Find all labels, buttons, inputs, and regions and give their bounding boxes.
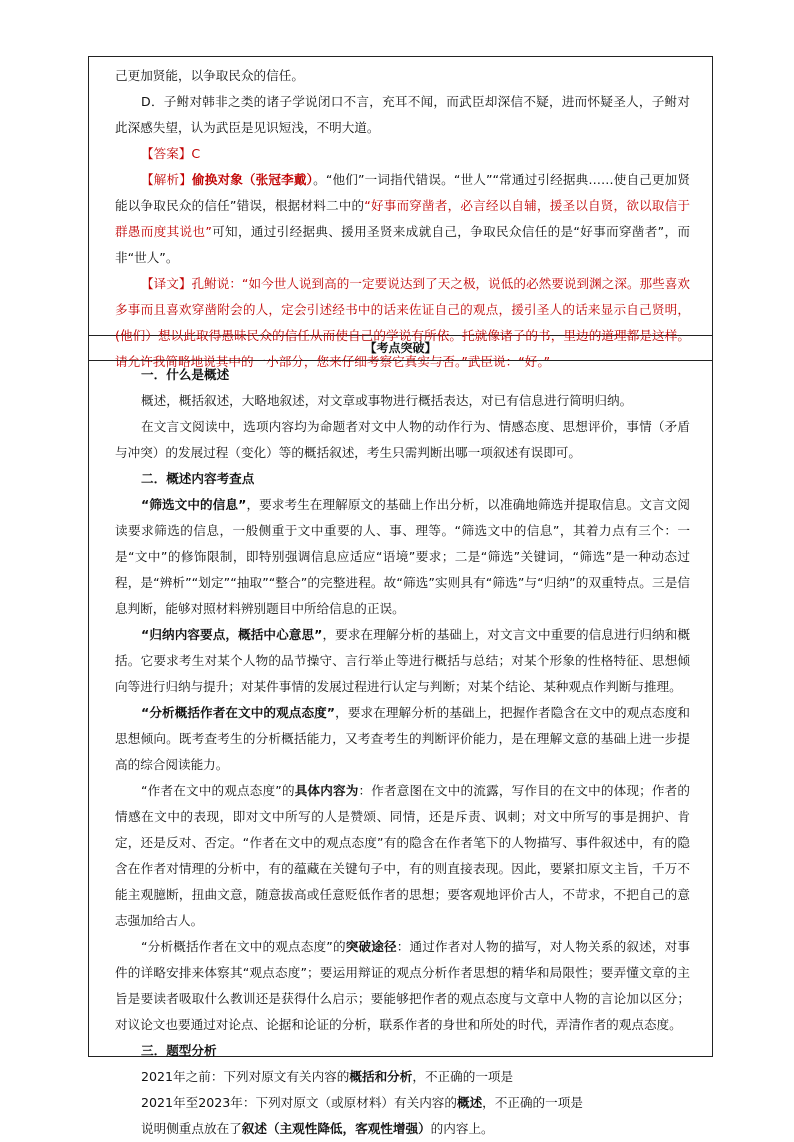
analysis-label: 【解析】 [141,172,192,187]
heading-1: 一．什么是概述 [141,367,230,382]
breakthrough-section [89,361,712,1142]
paragraph-2: 在文言文阅读中，选项内容均为命题者对文中人物的动作行为、情感态度、思想评价，事情（矛盾与冲突）的发展过程（变化）等的概括叙述，考生只需判断出哪一项叙述有误即可。 [115,419,690,460]
heading-2: 二．概述内容考查点 [141,471,255,486]
question-type-note: 说明侧重点放在了叙述（主观性降低，客观性增强）的内容上。 [141,1121,494,1136]
paragraph-5: “分析概括作者在文中的观点态度”，要求在理解分析的基础上，把握作者隐含在文中的观点态度和思想倾向。既考查考生的分析概括能力，又考查考生的判断评价能力，是在理解文意的基础上进一步提高的综合阅读能力。 [115,705,690,772]
analysis-tag: 偷换对象（张冠李戴） [191,172,314,187]
heading-3: 三．题型分析 [141,1043,217,1058]
analysis-paragraph [115,167,690,271]
option-c-continuation: 己更加贤能，以争取民众的信任。 [115,68,304,83]
analysis-text-a: 。“他们”一词指代错误。“世人”“常通过引经据典……使自己更加贤能以争取民众的信任”错误，根据材料二中的 [115,172,690,213]
answer-line: 【答案】C [141,146,201,161]
option-d: D．子鲋对韩非之类的诸子学说闭口不言，充耳不闻，而武臣却深信不疑，进而怀疑圣人，子鲋对此深感失望，认为武臣是见识短浅，不明大道。 [115,94,690,135]
section-header: 【考点突破】 [89,336,712,361]
analysis-text-b: 可知，通过引经据典、援用圣贤来成就自己，争取民众信任的是“好事而穿凿者”，而非“世人”。 [115,224,690,265]
question-type-2: 2021年至2023年：下列对原文（或原材料）有关内容的概述，不正确的一项是 [141,1095,583,1110]
question-type-1: 2021年之前：下列对原文有关内容的概括和分析，不正确的一项是 [141,1069,514,1084]
content-table [88,56,713,1136]
paragraph-4: “归纳内容要点，概括中心意思”，要求在理解分析的基础上，对文言文中重要的信息进行归纳和概括。它要求考生对某个人物的品节操守、言行举止等进行概括与总结；对某个形象的性格特征、思想倾向等进行归纳与提升；对某件事情的发展过程进行认定与判断；对某个结论、某种观点作判断与推理。 [115,627,691,694]
translation-text: 孔鲋说：“如今世人说到高的一定要说达到了天之极，说低的必然要说到渊之深。那些喜欢多事而且喜欢穿凿附会的人，定会引述经书中的话来佐证自己的观点，援引圣人的话来显示自己贤明，(他们）想以此取得愚昧民众的信任从而使自己的学说有所依。托就像诸子的书，里边的道理都是这样。请允许我简略地说其中的一小部分，您来仔细考察它真实与否。”武臣说：“好。” [115,276,690,369]
paragraph-1: 概述，概括叙述，大略地叙述，对文章或事物进行概括表达，对已有信息进行简明归纳。 [141,393,633,408]
translation-label: 【译文】 [141,276,192,291]
paragraph-7: “分析概括作者在文中的观点态度”的突破途径：通过作者对人物的描写，对人物关系的叙述，对事件的详略安排来体察其“观点态度”；要运用辩证的观点分析作者思想的精华和局限性；要弄懂文章的主旨是要读者吸取什么教训还是获得什么启示；要能够把作者的观点态度与文章中人物的言论加以区分；对议论文也要通过对论点、论据和论证的分析，联系作者的身世和所处的时代，弄清作者的观点态度。 [115,939,691,1032]
paragraph-3: “筛选文中的信息”，要求考生在理解原文的基础上作出分析，以准确地筛选并提取信息。文言文阅读要求筛选的信息，一般侧重于文中重要的人、事、理等。“筛选文中的信息”，其着力点有三个：一是“文中”的修饰限制，即特别强调信息应适应“语境”要求；二是“筛选”关键词，“筛选”是一种动态过程，是“辨析”“划定”“抽取”“整合”的完整进程。故“筛选”实则具有“筛选”与“归纳”的双重特点。三是信息判断，能够对照材料辨别题目中所给信息的正误。 [115,497,691,616]
paragraph-6: “作者在文中的观点态度”的具体内容为：作者意图在文中的流露，写作目的在文中的体现；作者的情感在文中的表现，即对文中所写的人是赞颂、同情，还是斥责、讽刺；对文中所写的事是拥护、肯定，还是反对、否定。“作者在文中的观点态度”有的隐含在作者笔下的人物描写、事件叙述中，有的隐含在作者对情理的分析中，有的蕴藏在关键句子中，有的则直接表现。因此，要紧扣原文主旨，千万不能主观臆断，扭曲文意，随意拔高或任意贬低作者的思想；要客观地评价古人，不苛求，不把自己的意志强加给古人。 [115,783,691,928]
analysis-quote: “好事而穿凿者，必言经以自辅，援圣以自贤，欲以取信于群愚而度其说也” [115,198,690,239]
